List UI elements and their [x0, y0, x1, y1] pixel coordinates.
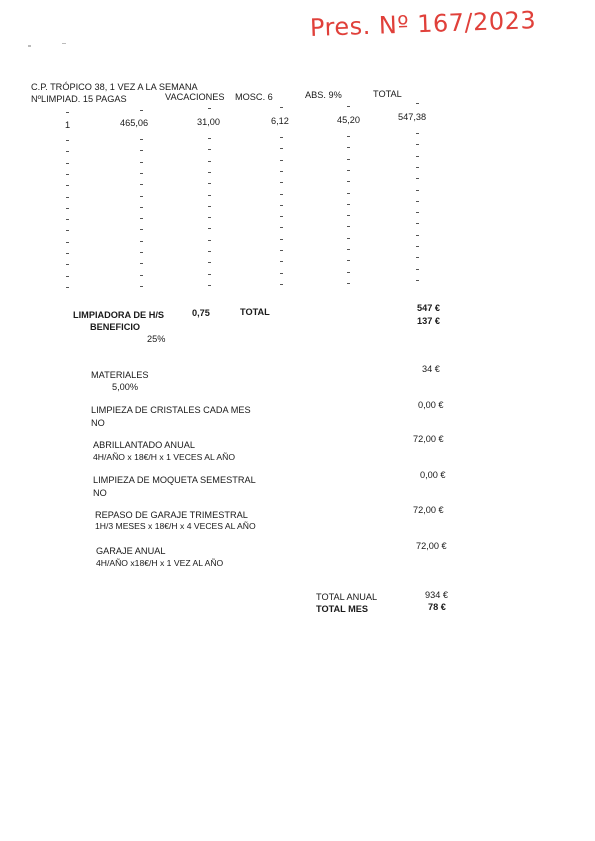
- placeholder-dash: [347, 226, 350, 227]
- placeholder-dash: [347, 170, 350, 171]
- placeholder-dash: [347, 204, 350, 205]
- column-header-mosc: MOSC. 6: [235, 92, 273, 102]
- placeholder-dash: [66, 219, 69, 220]
- placeholder-dash: [140, 241, 143, 242]
- placeholder-dash: [347, 159, 350, 160]
- placeholder-dash: [208, 240, 211, 241]
- hourly-rate: 0,75: [192, 308, 210, 318]
- placeholder-dash: [280, 250, 283, 251]
- placeholder-dash: [66, 230, 69, 231]
- handwritten-reference: Pres. Nº 167/2023: [309, 6, 537, 42]
- placeholder-dash: [208, 138, 211, 139]
- placeholder-dash: [416, 246, 419, 247]
- column-header-abs: ABS. 9%: [305, 90, 342, 100]
- row-base-value: 465,06: [120, 118, 149, 128]
- placeholder-dash: [280, 137, 283, 138]
- placeholder-dash: [140, 184, 143, 185]
- header-line-2: NºLIMPIAD. 15 PAGAS: [31, 94, 127, 104]
- placeholder-dash: [66, 253, 69, 254]
- placeholder-dash: [208, 195, 211, 196]
- placeholder-dash: [280, 261, 283, 262]
- placeholder-dash: [208, 274, 211, 275]
- item-value: 0,00 €: [420, 470, 446, 480]
- placeholder-dash: [416, 190, 419, 191]
- row-number: 1: [65, 120, 71, 130]
- placeholder-dash: [140, 139, 143, 140]
- placeholder-dash: [66, 208, 69, 209]
- placeholder-dash: [280, 205, 283, 206]
- placeholder-dash: [347, 260, 350, 261]
- placeholder-dash: [347, 181, 350, 182]
- placeholder-dash: [280, 216, 283, 217]
- item-detail: NO: [91, 418, 105, 428]
- item-label: LIMPIEZA DE CRISTALES CADA MES: [91, 405, 251, 415]
- placeholder-dash: [140, 263, 143, 264]
- placeholder-dash: [416, 223, 419, 224]
- placeholder-dash: [66, 140, 69, 141]
- item-label: ABRILLANTADO ANUAL: [93, 440, 195, 450]
- placeholder-dash: [208, 228, 211, 229]
- placeholder-dash: [66, 287, 69, 288]
- placeholder-dash: [140, 173, 143, 174]
- total-mes-label: TOTAL MES: [316, 604, 369, 614]
- placeholder-dash: [208, 183, 211, 184]
- total-anual-value: 934 €: [425, 590, 448, 600]
- column-header-vacaciones: VACACIONES: [165, 92, 225, 102]
- scan-speck: [62, 43, 66, 44]
- total-label: TOTAL: [240, 307, 270, 317]
- row-total-value: 547,38: [398, 112, 427, 122]
- placeholder-dash: [208, 108, 211, 109]
- placeholder-dash: [66, 185, 69, 186]
- placeholder-dash: [347, 215, 350, 216]
- scan-speck: [28, 45, 31, 47]
- placeholder-dash: [140, 207, 143, 208]
- placeholder-dash: [140, 229, 143, 230]
- placeholder-dash: [347, 147, 350, 148]
- item-label: MATERIALES: [91, 370, 149, 380]
- row-mosc-value: 6,12: [271, 116, 289, 126]
- placeholder-dash: [208, 251, 211, 252]
- item-detail: 5,00%: [112, 382, 139, 392]
- placeholder-dash: [280, 148, 283, 149]
- placeholder-dash: [140, 110, 143, 111]
- placeholder-dash: [280, 227, 283, 228]
- placeholder-dash: [66, 276, 69, 277]
- item-value: 72,00 €: [413, 434, 444, 444]
- placeholder-dash: [208, 149, 211, 150]
- beneficio-label: BENEFICIO: [90, 322, 141, 332]
- placeholder-dash: [416, 257, 419, 258]
- placeholder-dash: [140, 162, 143, 163]
- role-label: LIMPIADORA DE H/S: [73, 310, 165, 320]
- item-value: 72,00 €: [416, 541, 447, 551]
- placeholder-dash: [66, 264, 69, 265]
- placeholder-dash: [66, 112, 69, 113]
- placeholder-dash: [416, 133, 419, 134]
- placeholder-dash: [208, 172, 211, 173]
- placeholder-dash: [66, 242, 69, 243]
- placeholder-dash: [416, 280, 419, 281]
- placeholder-dash: [416, 167, 419, 168]
- placeholder-dash: [140, 252, 143, 253]
- placeholder-dash: [280, 284, 283, 285]
- item-label: REPASO DE GARAJE TRIMESTRAL: [95, 510, 248, 520]
- placeholder-dash: [347, 238, 350, 239]
- placeholder-dash: [347, 272, 350, 273]
- placeholder-dash: [416, 269, 419, 270]
- total-value: 547 €: [417, 303, 440, 313]
- row-abs-value: 45,20: [337, 115, 360, 125]
- row-vacaciones-value: 31,00: [197, 117, 220, 127]
- header-line-1: C.P. TRÓPICO 38, 1 VEZ A LA SEMANA: [31, 82, 198, 92]
- placeholder-dash: [66, 151, 69, 152]
- placeholder-dash: [66, 197, 69, 198]
- placeholder-dash: [208, 285, 211, 286]
- placeholder-dash: [208, 161, 211, 162]
- placeholder-dash: [416, 212, 419, 213]
- placeholder-dash: [140, 150, 143, 151]
- item-value: 72,00 €: [413, 505, 444, 515]
- placeholder-dash: [280, 182, 283, 183]
- placeholder-dash: [347, 249, 350, 250]
- placeholder-dash: [347, 136, 350, 137]
- placeholder-dash: [280, 239, 283, 240]
- column-header-total: TOTAL: [373, 89, 402, 99]
- placeholder-dash: [347, 106, 350, 107]
- placeholder-dash: [140, 218, 143, 219]
- placeholder-dash: [140, 196, 143, 197]
- placeholder-dash: [66, 163, 69, 164]
- item-label: LIMPIEZA DE MOQUETA SEMESTRAL: [93, 475, 256, 485]
- beneficio-value: 137 €: [417, 316, 440, 326]
- item-detail: NO: [93, 488, 107, 498]
- placeholder-dash: [280, 273, 283, 274]
- placeholder-dash: [416, 144, 419, 145]
- placeholder-dash: [416, 103, 419, 104]
- placeholder-dash: [416, 156, 419, 157]
- placeholder-dash: [280, 107, 283, 108]
- beneficio-percentage: 25%: [147, 334, 166, 344]
- placeholder-dash: [280, 160, 283, 161]
- placeholder-dash: [140, 286, 143, 287]
- placeholder-dash: [280, 171, 283, 172]
- placeholder-dash: [416, 178, 419, 179]
- item-detail: 4H/AÑO x 18€/H x 1 VECES AL AÑO: [93, 452, 236, 462]
- placeholder-dash: [416, 201, 419, 202]
- item-detail: 4H/AÑO x18€/H x 1 VEZ AL AÑO: [96, 558, 224, 568]
- placeholder-dash: [347, 283, 350, 284]
- placeholder-dash: [140, 275, 143, 276]
- placeholder-dash: [208, 217, 211, 218]
- total-mes-value: 78 €: [428, 602, 446, 612]
- placeholder-dash: [416, 235, 419, 236]
- item-value: 34 €: [422, 364, 440, 374]
- total-anual-label: TOTAL ANUAL: [316, 592, 378, 602]
- item-detail: 1H/3 MESES x 18€/H x 4 VECES AL AÑO: [95, 521, 256, 531]
- placeholder-dash: [208, 206, 211, 207]
- placeholder-dash: [347, 193, 350, 194]
- item-label: GARAJE ANUAL: [96, 546, 166, 556]
- item-value: 0,00 €: [418, 400, 444, 410]
- placeholder-dash: [66, 174, 69, 175]
- placeholder-dash: [208, 262, 211, 263]
- placeholder-dash: [280, 194, 283, 195]
